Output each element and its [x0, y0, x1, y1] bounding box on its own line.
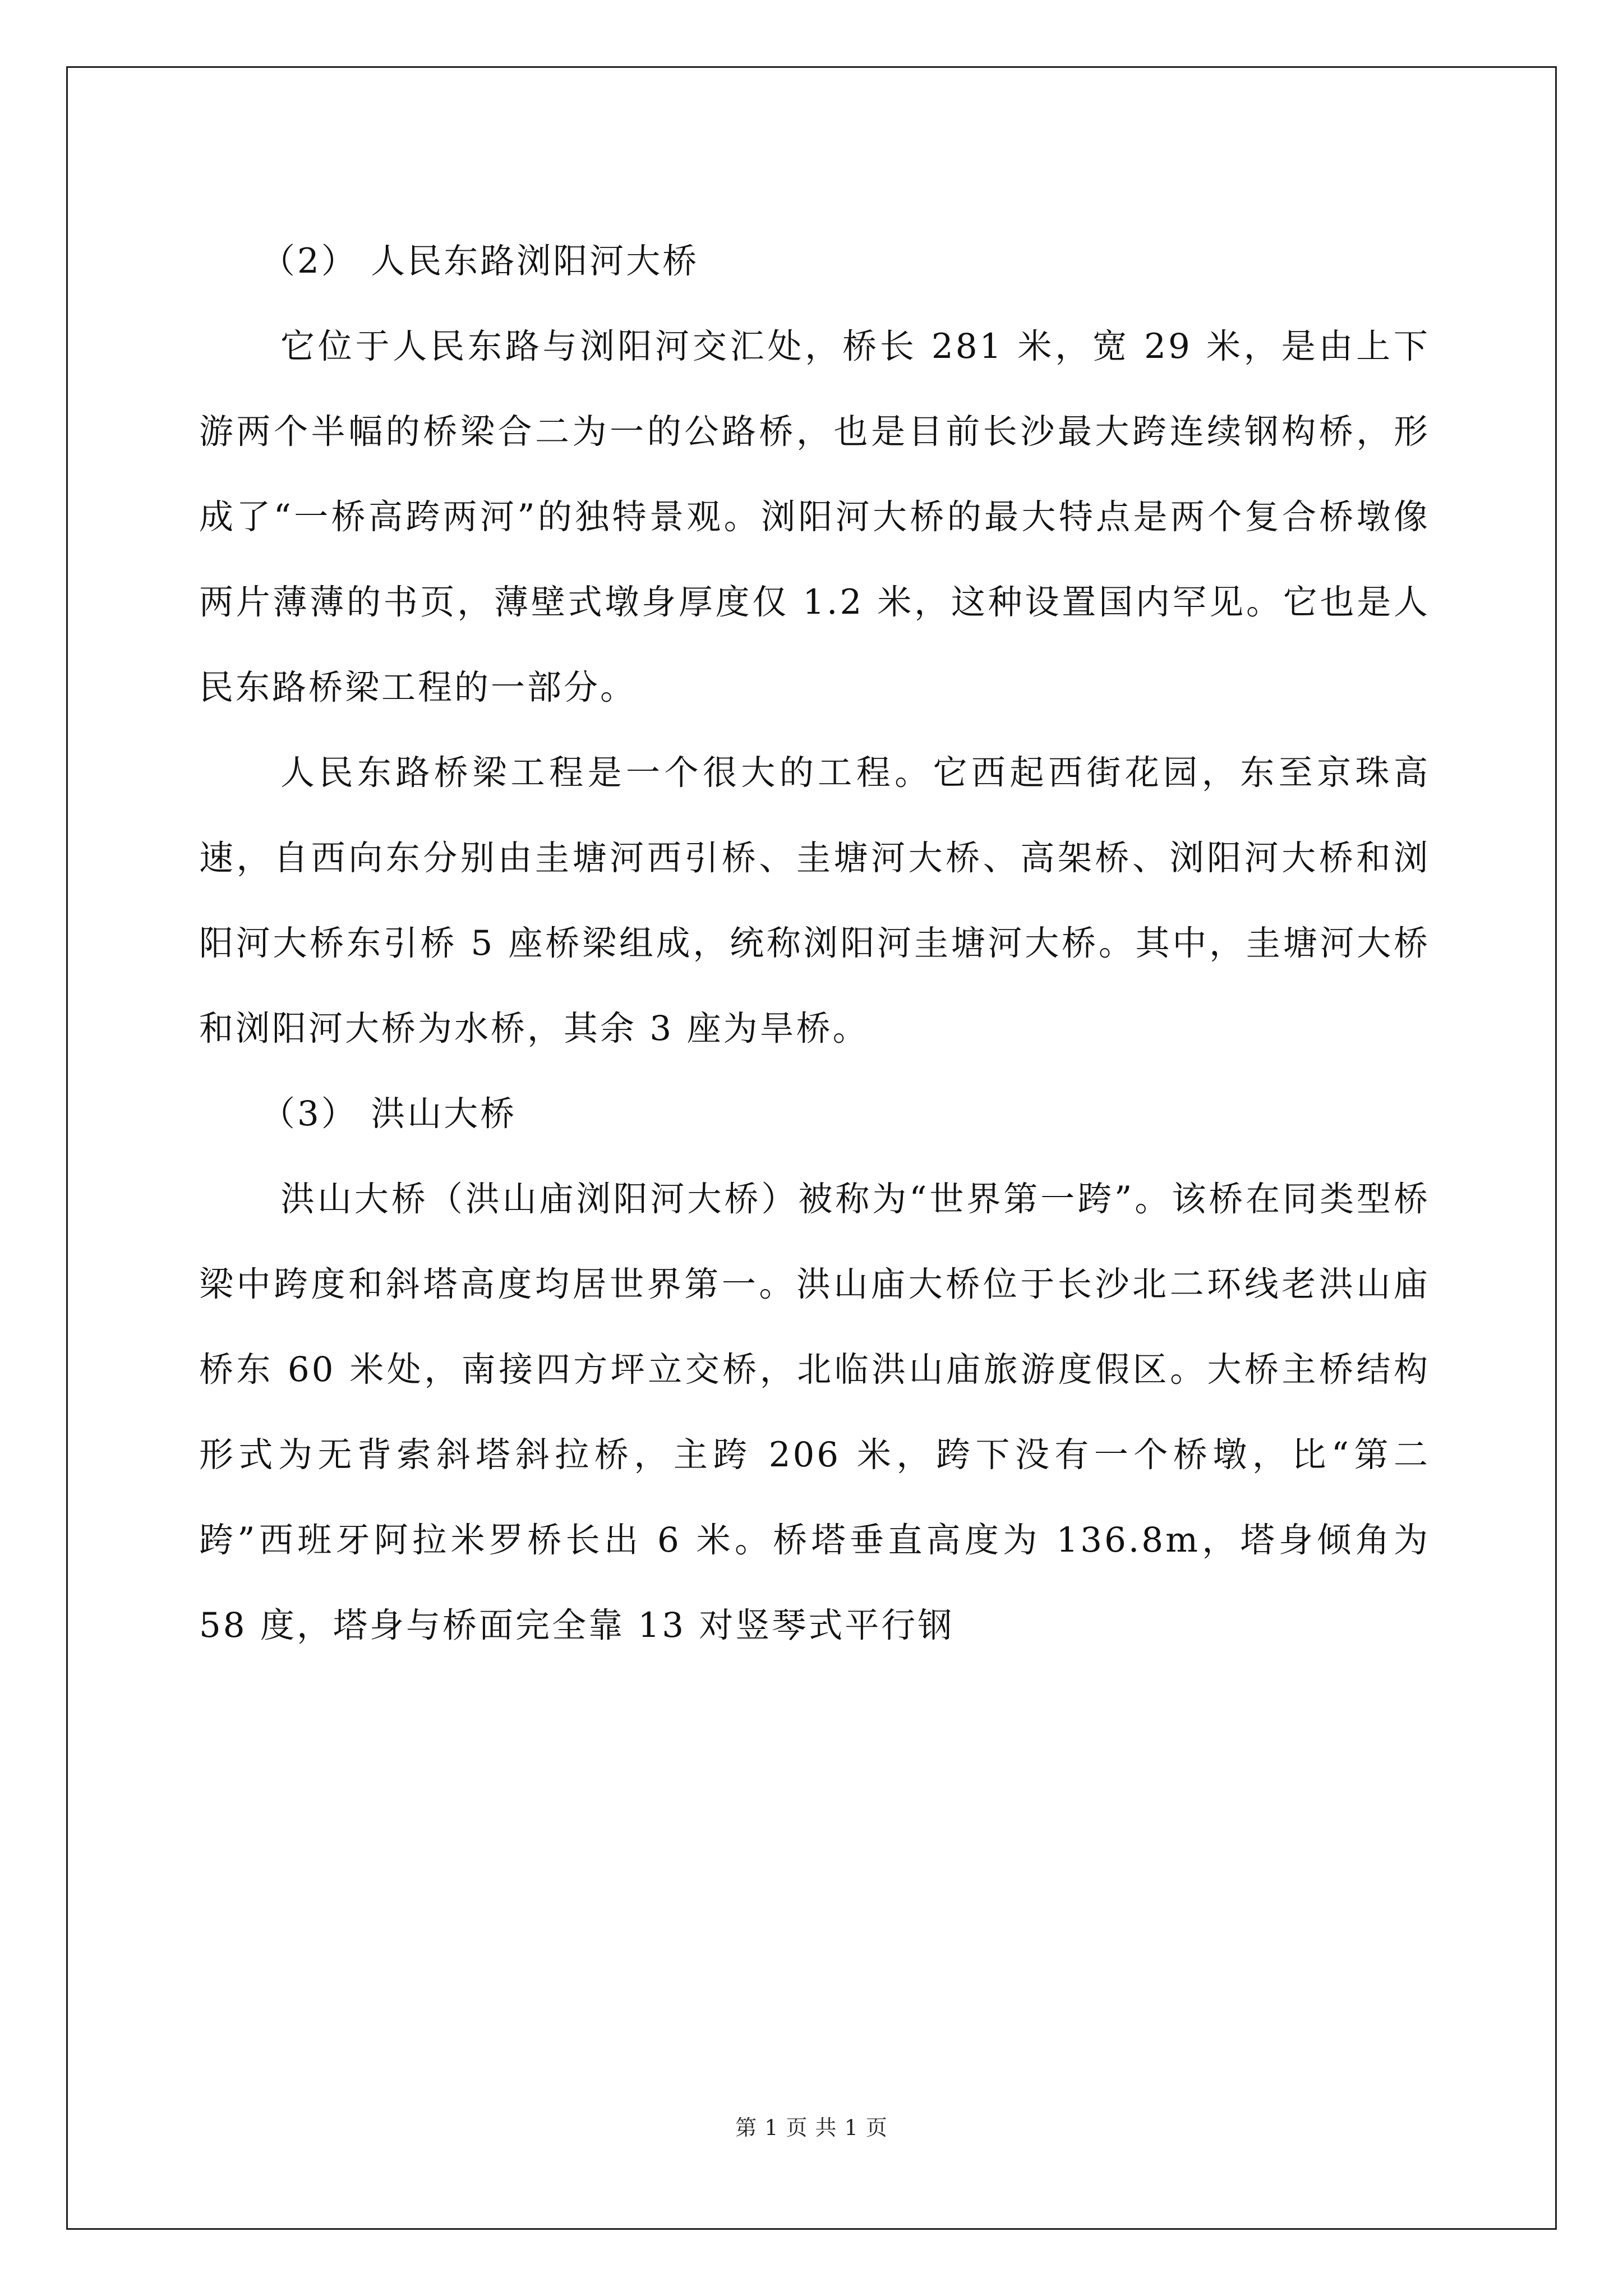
- paragraph-renmin-bridge-project: 人民东路桥梁工程是一个很大的工程。它西起西街花园，东至京珠高速，自西向东分别由圭塘河西引桥、圭塘河大桥、高架桥、浏阳河大桥和浏阳河大桥东引桥 5 座桥梁组成，统称浏阳河圭塘河大桥。其中，圭塘河大桥和浏阳河大桥为水桥，其余 3 座为旱桥。: [199, 753, 1430, 1048]
- section-heading-renmin-east-road-bridge: （2） 人民东路浏阳河大桥: [261, 241, 699, 281]
- section-heading-hongshan-bridge: （3） 洪山大桥: [261, 1094, 517, 1134]
- paragraph-hongshan-bridge: 洪山大桥（洪山庙浏阳河大桥）被称为“世界第一跨”。该桥在同类型桥梁中跨度和斜塔高度均居世界第一。洪山庙大桥位于长沙北二环线老洪山庙桥东 60 米处，南接四方坪立交桥，北临洪山庙旅游度假区。大桥主桥结构形式为无背索斜塔斜拉桥，主跨 206 米，跨下没有一个桥墩，比“第二跨”西班牙阿拉米罗桥长出 6 米。桥塔垂直高度为 136.8m，塔身倾角为 58 度，塔身与桥面完全靠 13 对竖琴式平行钢: [199, 1179, 1430, 1645]
- paragraph-renmin-bridge-intro: 它位于人民东路与浏阳河交汇处，桥长 281 米，宽 29 米，是由上下游两个半幅的桥梁合二为一的公路桥，也是目前长沙最大跨连续钢构桥，形成了“一桥高跨两河”的独特景观。浏阳河大桥的最大特点是两个复合桥墩像两片薄薄的书页，薄壁式墩身厚度仅 1.2 米，这种设置国内罕见。它也是人民东路桥梁工程的一部分。: [199, 326, 1430, 707]
- page-footer: 第 1 页 共 1 页: [735, 2115, 888, 2140]
- document-body: [199, 219, 1430, 1668]
